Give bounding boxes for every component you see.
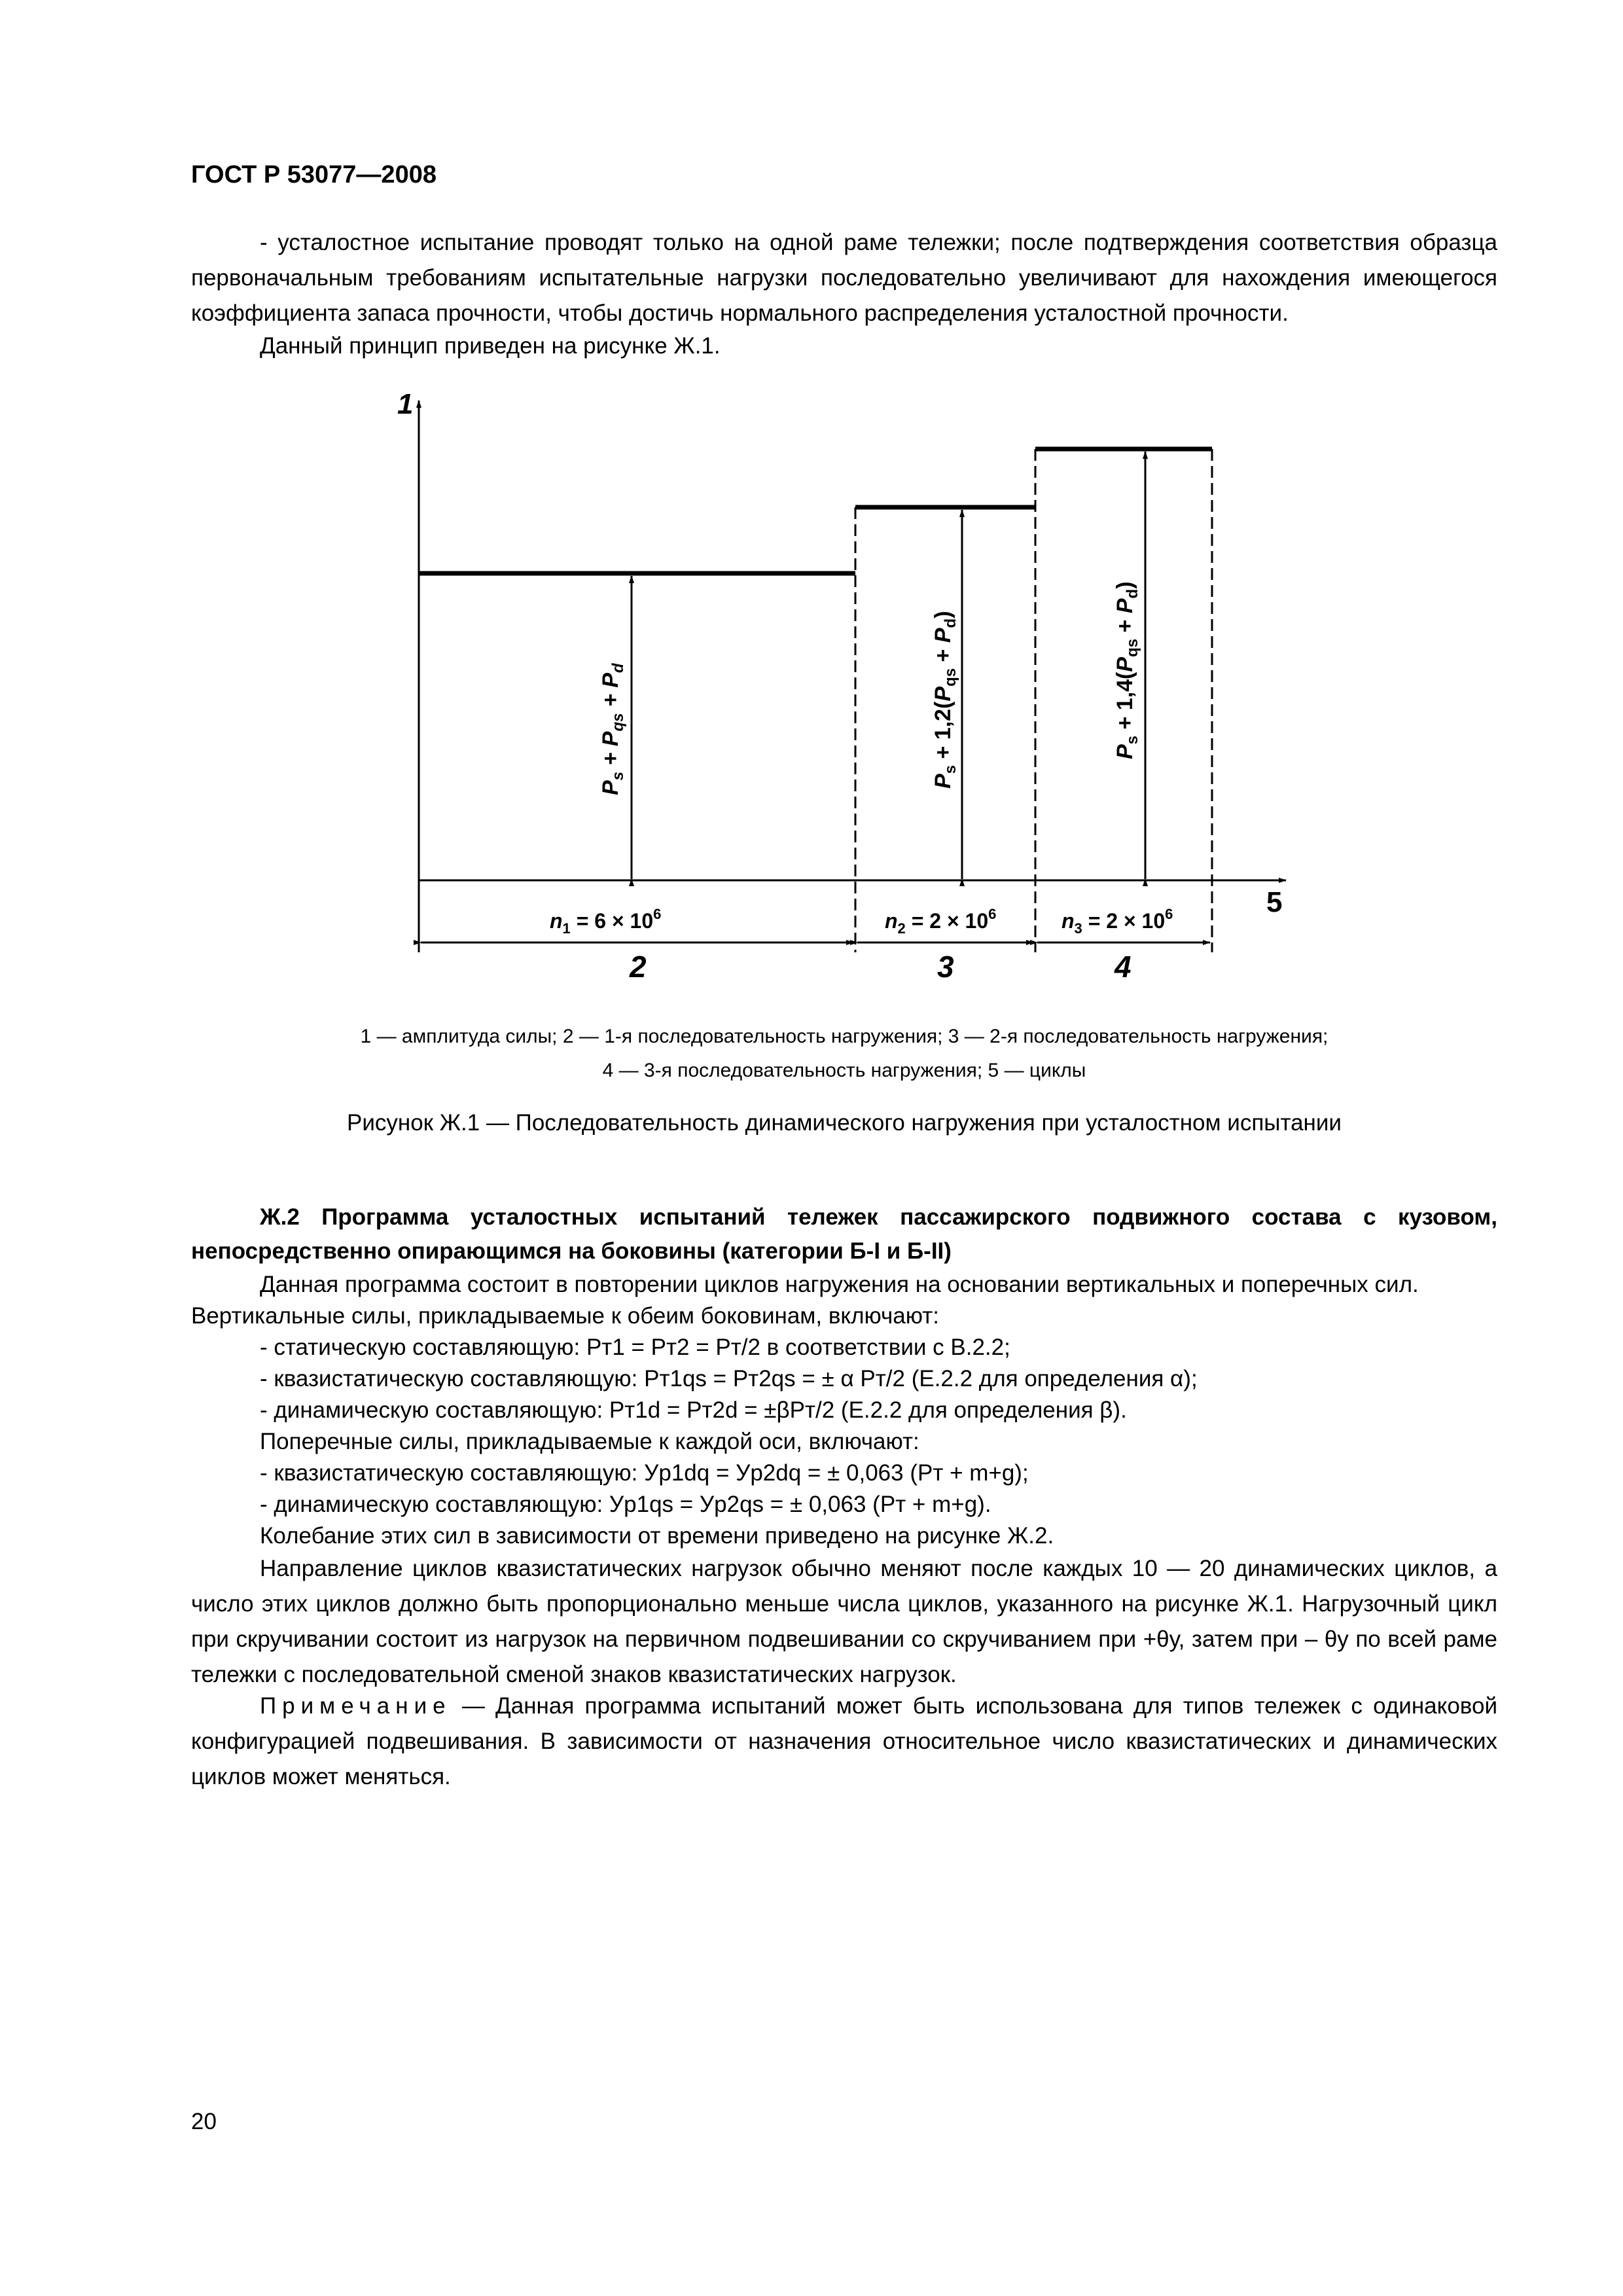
section-paragraph-5: Направление циклов квазистатических нагрузок обычно меняют после каждых 10 — 20 динамических циклов, а число этих циклов должно быть пропорционально меньше числа циклов, указанного на рисунке Ж.1. Нагрузочный цикл при скручивании состоит из нагрузок на первичном подвешивании со скручиванием при +θу, затем при – θу по всей раме тележки с последовательной сменой знаков квазистатических нагрузок. [191,1556,1497,1687]
amplitude-label-1: $P_s + P_{qs} + P_d$ [598,663,627,795]
lateral-force-dynamic: - динамическую составляющую: Уp1qs = Уp2qs = ± 0,063 (Pт + m+g). [260,1492,991,1517]
segment-label-3: 4 [1115,950,1132,984]
document-header: ГОСТ Р 53077—2008 [191,161,437,188]
lateral-force-quasistatic: - квазистатическую составляющую: Уp1dq = Уp2dq = ± 0,063 (Pт + m+g); [260,1460,1029,1486]
vertical-force-static: - статическую составляющую: Pт1 = Pт2 = Pт/2 в соответствии с В.2.2; [260,1335,1010,1360]
section-paragraph-3: Поперечные силы, прикладываемые к каждой оси, включают: [260,1429,919,1454]
figure-legend-line-2: 4 — 3-я последовательность нагружения; 5 — циклы [602,1060,1086,1081]
cycle-count-n1: $n_1 = 6 \times 10^6$ [550,906,662,937]
section-paragraph-2: Вертикальные силы, прикладываемые к обеим боковинам, включают: [191,1303,939,1329]
segment-label-1: 2 [630,950,647,984]
section-paragraph-1: Данная программа состоит в повторении циклов нагружения на основании вертикальных и поперечных сил. [260,1272,1419,1297]
x-axis-label: 5 [1266,886,1283,918]
note-text: — Данная программа испытаний может быть использована для типов тележек с одинаковой конфигурацией подвешивания. В зависимости от назначения относительное число квазистатических и динамических циклов может меняться. [191,1693,1497,1789]
note-paragraph [191,1689,1497,1795]
cycle-count-n2: $n_2 = 2 \times 10^6$ [885,906,997,937]
note-label: Примечание [260,1693,452,1719]
segment-label-2: 3 [937,950,954,984]
intro-paragraph-1: - усталостное испытание проводят только на одной раме тележки; после подтверждения соответствия образца первоначальным требованиям испытательные нагрузки последовательно увеличивают для нахождения имеющегося коэффициента запаса прочности, чтобы достичь нормального распределения усталостной прочности. [191,230,1497,326]
y-axis-label: 1 [397,388,414,420]
section-paragraph-4: Колебание этих сил в зависимости от времени приведено на рисунке Ж.2. [260,1523,1054,1549]
section-heading: Ж.2 Программа усталостных испытаний тележек пассажирского подвижного состава с кузовом, непосредственно опирающимся на боковины (категории Б-I и Б-II) [191,1204,1497,1264]
vertical-force-dynamic: - динамическую составляющую: Pт1d = Pт2d = ±βPт/2 (Е.2.2 для определения β). [260,1397,1127,1423]
page-number: 20 [191,2109,217,2134]
figure-legend-line-1: 1 — амплитуда силы; 2 — 1-я последовательность нагружения; 3 — 2-я последовательность нагружения; [360,1026,1329,1047]
cycle-count-n3: $n_3 = 2 \times 10^6$ [1061,906,1173,937]
intro-paragraph-2: Данный принцип приведен на рисунке Ж.1. [260,333,721,359]
figure-load-sequence [0,0,1623,1021]
amplitude-label-3: $P_s + 1,4(P_{qs} + P_d)$ [1113,581,1141,759]
vertical-force-quasistatic: - квазистатическую составляющую: Pт1qs = Pт2qs = ± α Pт/2 (Е.2.2 для определения α); [260,1366,1198,1391]
figure-title: Рисунок Ж.1 — Последовательность динамического нагружения при усталостном испытании [347,1110,1342,1136]
amplitude-label-2: $P_s + 1,2(P_{qs} + P_d)$ [931,611,959,789]
